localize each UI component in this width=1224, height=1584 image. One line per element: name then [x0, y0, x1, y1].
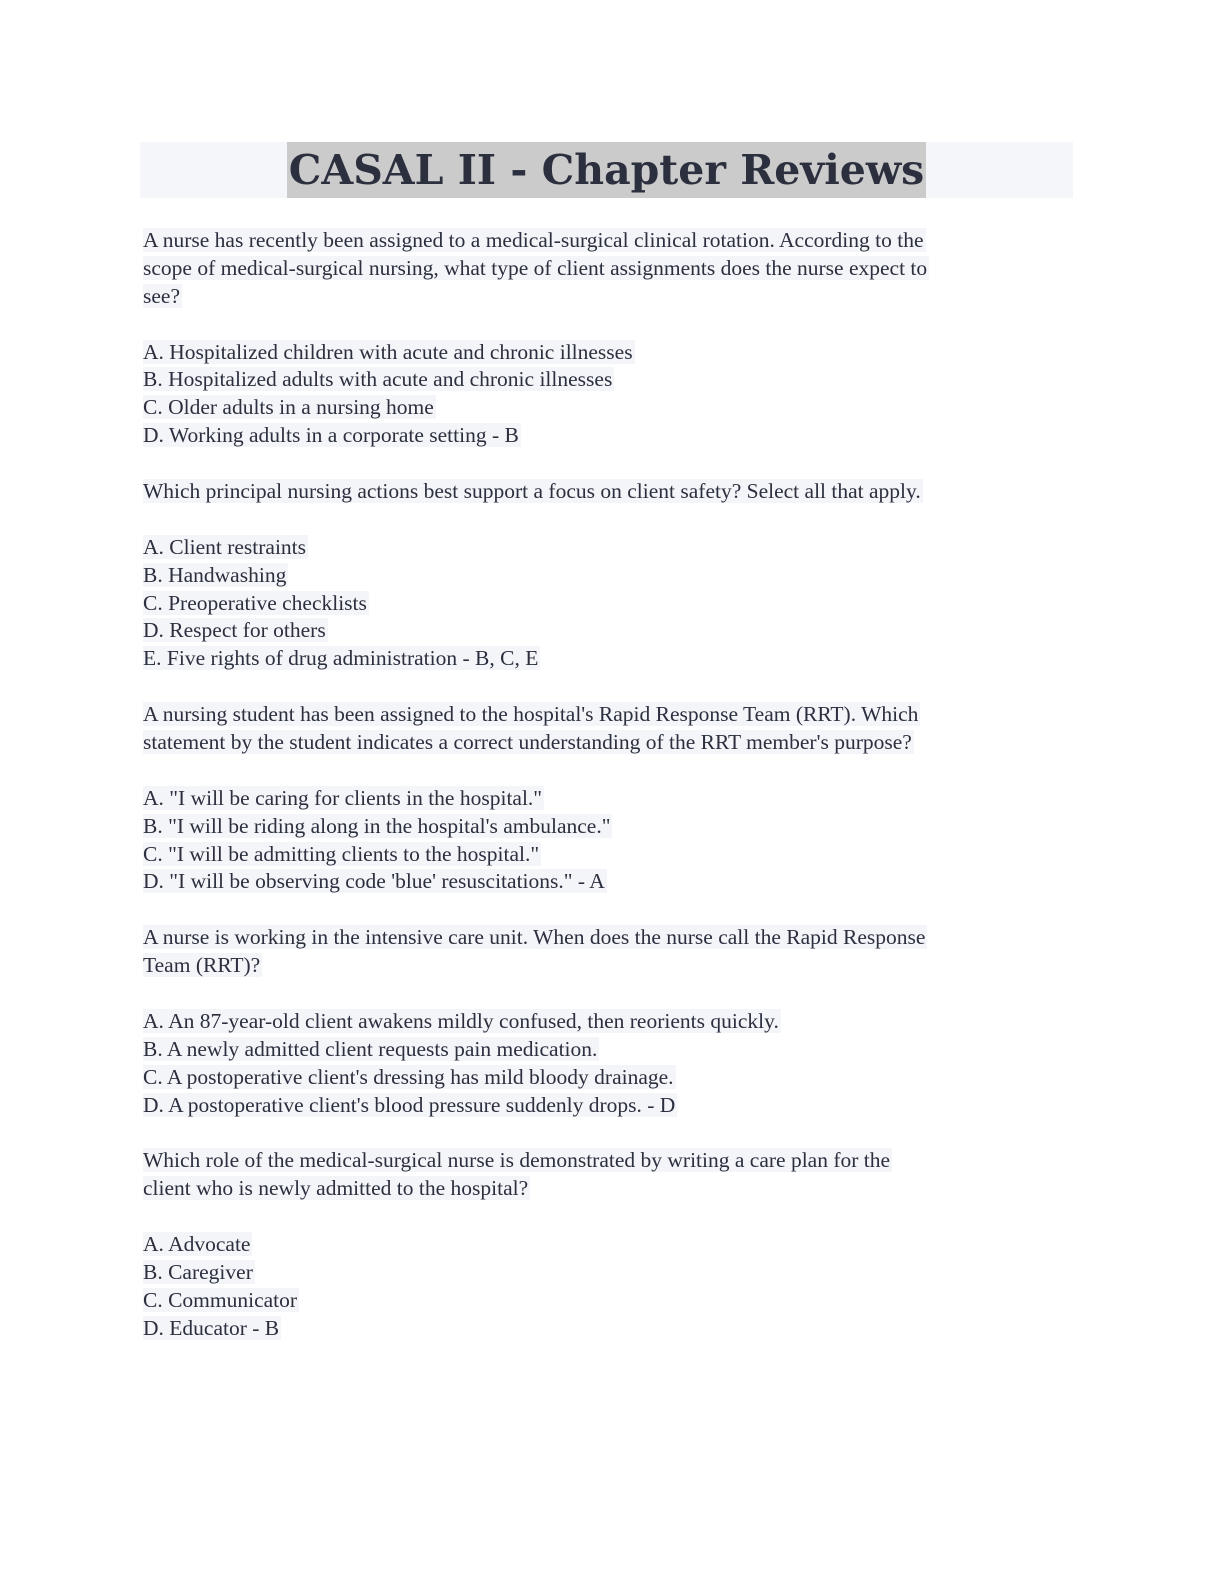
answer-option: C. Communicator	[143, 1287, 298, 1312]
answer-option: C. Preoperative checklists	[143, 590, 367, 615]
page-title: CASAL II - Chapter Reviews	[287, 142, 926, 198]
question-stem-line: see?	[143, 283, 180, 308]
answer-option: C. A postoperative client's dressing has mild bloody drainage.	[143, 1064, 674, 1089]
question-stem-line: A nurse has recently been assigned to a medical-surgical clinical rotation. According to the	[143, 228, 924, 252]
question-5-stem	[143, 1147, 1073, 1203]
answer-option: E. Five rights of drug administration - B, C, E	[143, 646, 539, 671]
answer-option: C. Older adults in a nursing home	[143, 395, 434, 420]
question-4-options	[143, 1008, 1073, 1120]
question-stem-line: A nurse is working in the intensive care unit. When does the nurse call the Rapid Response	[143, 925, 926, 950]
question-1-stem	[143, 227, 1073, 311]
question-stem-line: A nursing student has been assigned to the hospital's Rapid Response Team (RRT). Which	[143, 702, 919, 727]
title-band	[140, 142, 1073, 198]
question-2-options	[143, 534, 1073, 673]
answer-option: D. Educator - B	[143, 1315, 280, 1340]
answer-option: D. "I will be observing code 'blue' resuscitations." - A	[143, 869, 605, 894]
question-stem-line: Team (RRT)?	[143, 953, 261, 978]
question-stem-line: Which principal nursing actions best support a focus on client safety? Select all that apply.	[143, 479, 921, 504]
answer-option: D. A postoperative client's blood pressure suddenly drops. - D	[143, 1092, 676, 1117]
answer-option: B. Handwashing	[143, 562, 287, 587]
question-5-options	[143, 1231, 1073, 1343]
question-stem-line: Which role of the medical-surgical nurse is demonstrated by writing a care plan for the	[143, 1148, 891, 1173]
answer-option: B. "I will be riding along in the hospital's ambulance."	[143, 813, 611, 838]
question-stem-line: scope of medical-surgical nursing, what type of client assignments does the nurse expect to	[143, 255, 928, 280]
answer-option: A. An 87-year-old client awakens mildly confused, then reorients quickly.	[143, 1008, 779, 1033]
answer-option: B. Caregiver	[143, 1259, 253, 1284]
question-stem-line: statement by the student indicates a correct understanding of the RRT member's purpose?	[143, 730, 912, 755]
question-1-options	[143, 339, 1073, 451]
answer-option: A. "I will be caring for clients in the hospital."	[143, 785, 543, 810]
question-3-stem	[143, 701, 1073, 757]
answer-option: A. Client restraints	[143, 534, 307, 559]
question-2-stem	[143, 478, 1073, 506]
question-4-stem	[143, 924, 1073, 980]
question-list	[143, 227, 1073, 1371]
answer-option: A. Hospitalized children with acute and chronic illnesses	[143, 339, 633, 364]
answer-option: B. Hospitalized adults with acute and chronic illnesses	[143, 367, 613, 392]
answer-option: D. Respect for others	[143, 618, 326, 643]
question-stem-line: client who is newly admitted to the hospital?	[143, 1176, 529, 1201]
question-3-options	[143, 785, 1073, 897]
answer-option: A. Advocate	[143, 1232, 251, 1257]
answer-option: B. A newly admitted client requests pain medication.	[143, 1036, 598, 1061]
answer-option: C. "I will be admitting clients to the hospital."	[143, 841, 540, 866]
answer-option: D. Working adults in a corporate setting - B	[143, 423, 519, 448]
